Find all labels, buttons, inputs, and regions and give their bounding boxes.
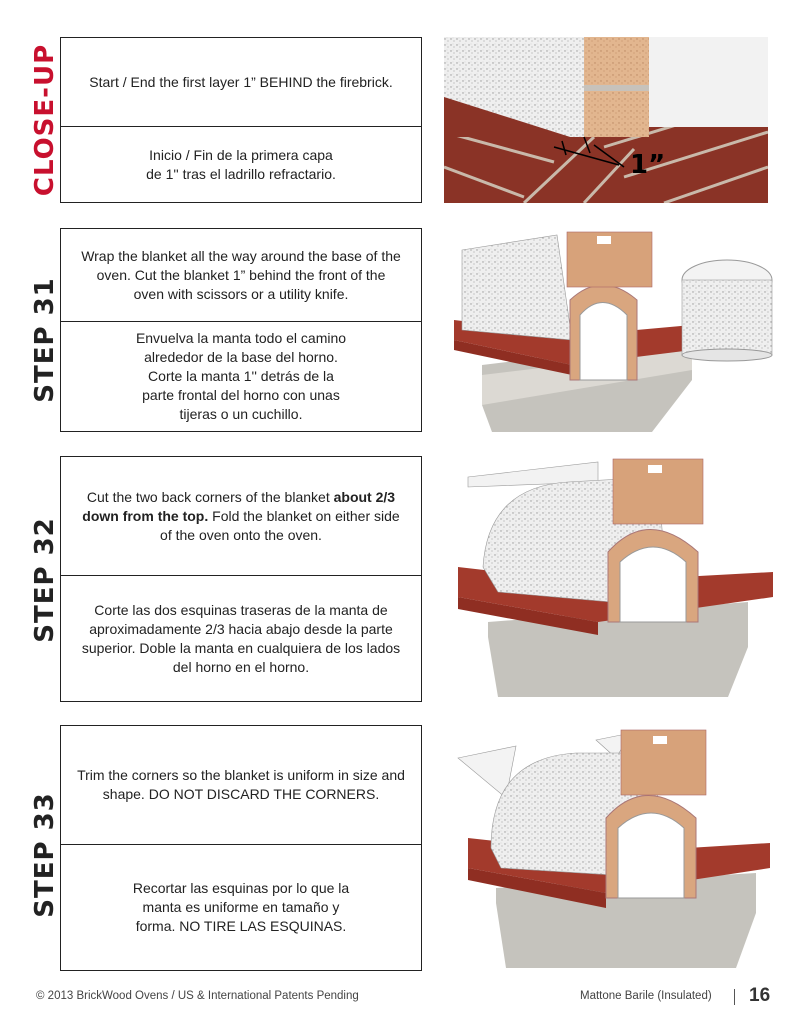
step-32-illustration bbox=[458, 457, 774, 702]
section-label-step-33: STEP 33 bbox=[30, 792, 60, 918]
instruction-box-step-33 bbox=[60, 725, 422, 971]
section-label-step-31: STEP 31 bbox=[30, 277, 60, 403]
footer-copyright: © 2013 BrickWood Ovens / US & International Patents Pending bbox=[36, 990, 359, 1002]
instruction-box-step-32 bbox=[60, 456, 422, 702]
instruction-es: Corte las dos esquinas traseras de la manta de aproximadamente 2/3 hacia abajo desde la parte superior. Doble la manta en cualquiera de los lados del horno en el horno. bbox=[61, 575, 421, 701]
instruction-es: Recortar las esquinas por lo que la manta es uniforme en tamaño y forma. NO TIRE LAS ESQUINAS. bbox=[61, 844, 421, 970]
dimension-label: 1” bbox=[630, 150, 666, 180]
section-label-step-32: STEP 32 bbox=[30, 517, 60, 643]
step-33-illustration bbox=[456, 728, 774, 971]
instruction-en: Wrap the blanket all the way around the base of the oven. Cut the blanket 1” behind the front of the oven with scissors or a utility knife. bbox=[81, 247, 401, 302]
closeup-illustration bbox=[444, 37, 768, 203]
page-number: 16 bbox=[749, 985, 771, 1006]
instruction-es: Inicio / Fin de la primera capa de 1'' tras el ladrillo refractario. bbox=[61, 126, 421, 202]
step-31-illustration bbox=[452, 230, 778, 432]
section-label-closeup: CLOSE-UP bbox=[30, 43, 60, 197]
instruction-en: Trim the corners so the blanket is uniform in size and shape. DO NOT DISCARD THE CORNERS. bbox=[77, 767, 405, 802]
instruction-box-closeup bbox=[60, 37, 422, 203]
instruction-es: Envuelva la manta todo el camino alrededor de la base del horno. Corte la manta 1'' detrás de la parte frontal del horno con unas tijeras o un cuchillo. bbox=[61, 321, 421, 431]
footer-separator bbox=[734, 989, 735, 1005]
instruction-box-step-31 bbox=[60, 228, 422, 432]
instruction-en: Cut the two back corners of the blanket about 2/3 down from the top. Fold the blanket on either side of the oven onto the oven. bbox=[82, 488, 400, 543]
instruction-en: Start / End the first layer 1” BEHIND the firebrick. bbox=[89, 73, 393, 90]
footer-title: Mattone Barile (Insulated) bbox=[580, 990, 712, 1002]
